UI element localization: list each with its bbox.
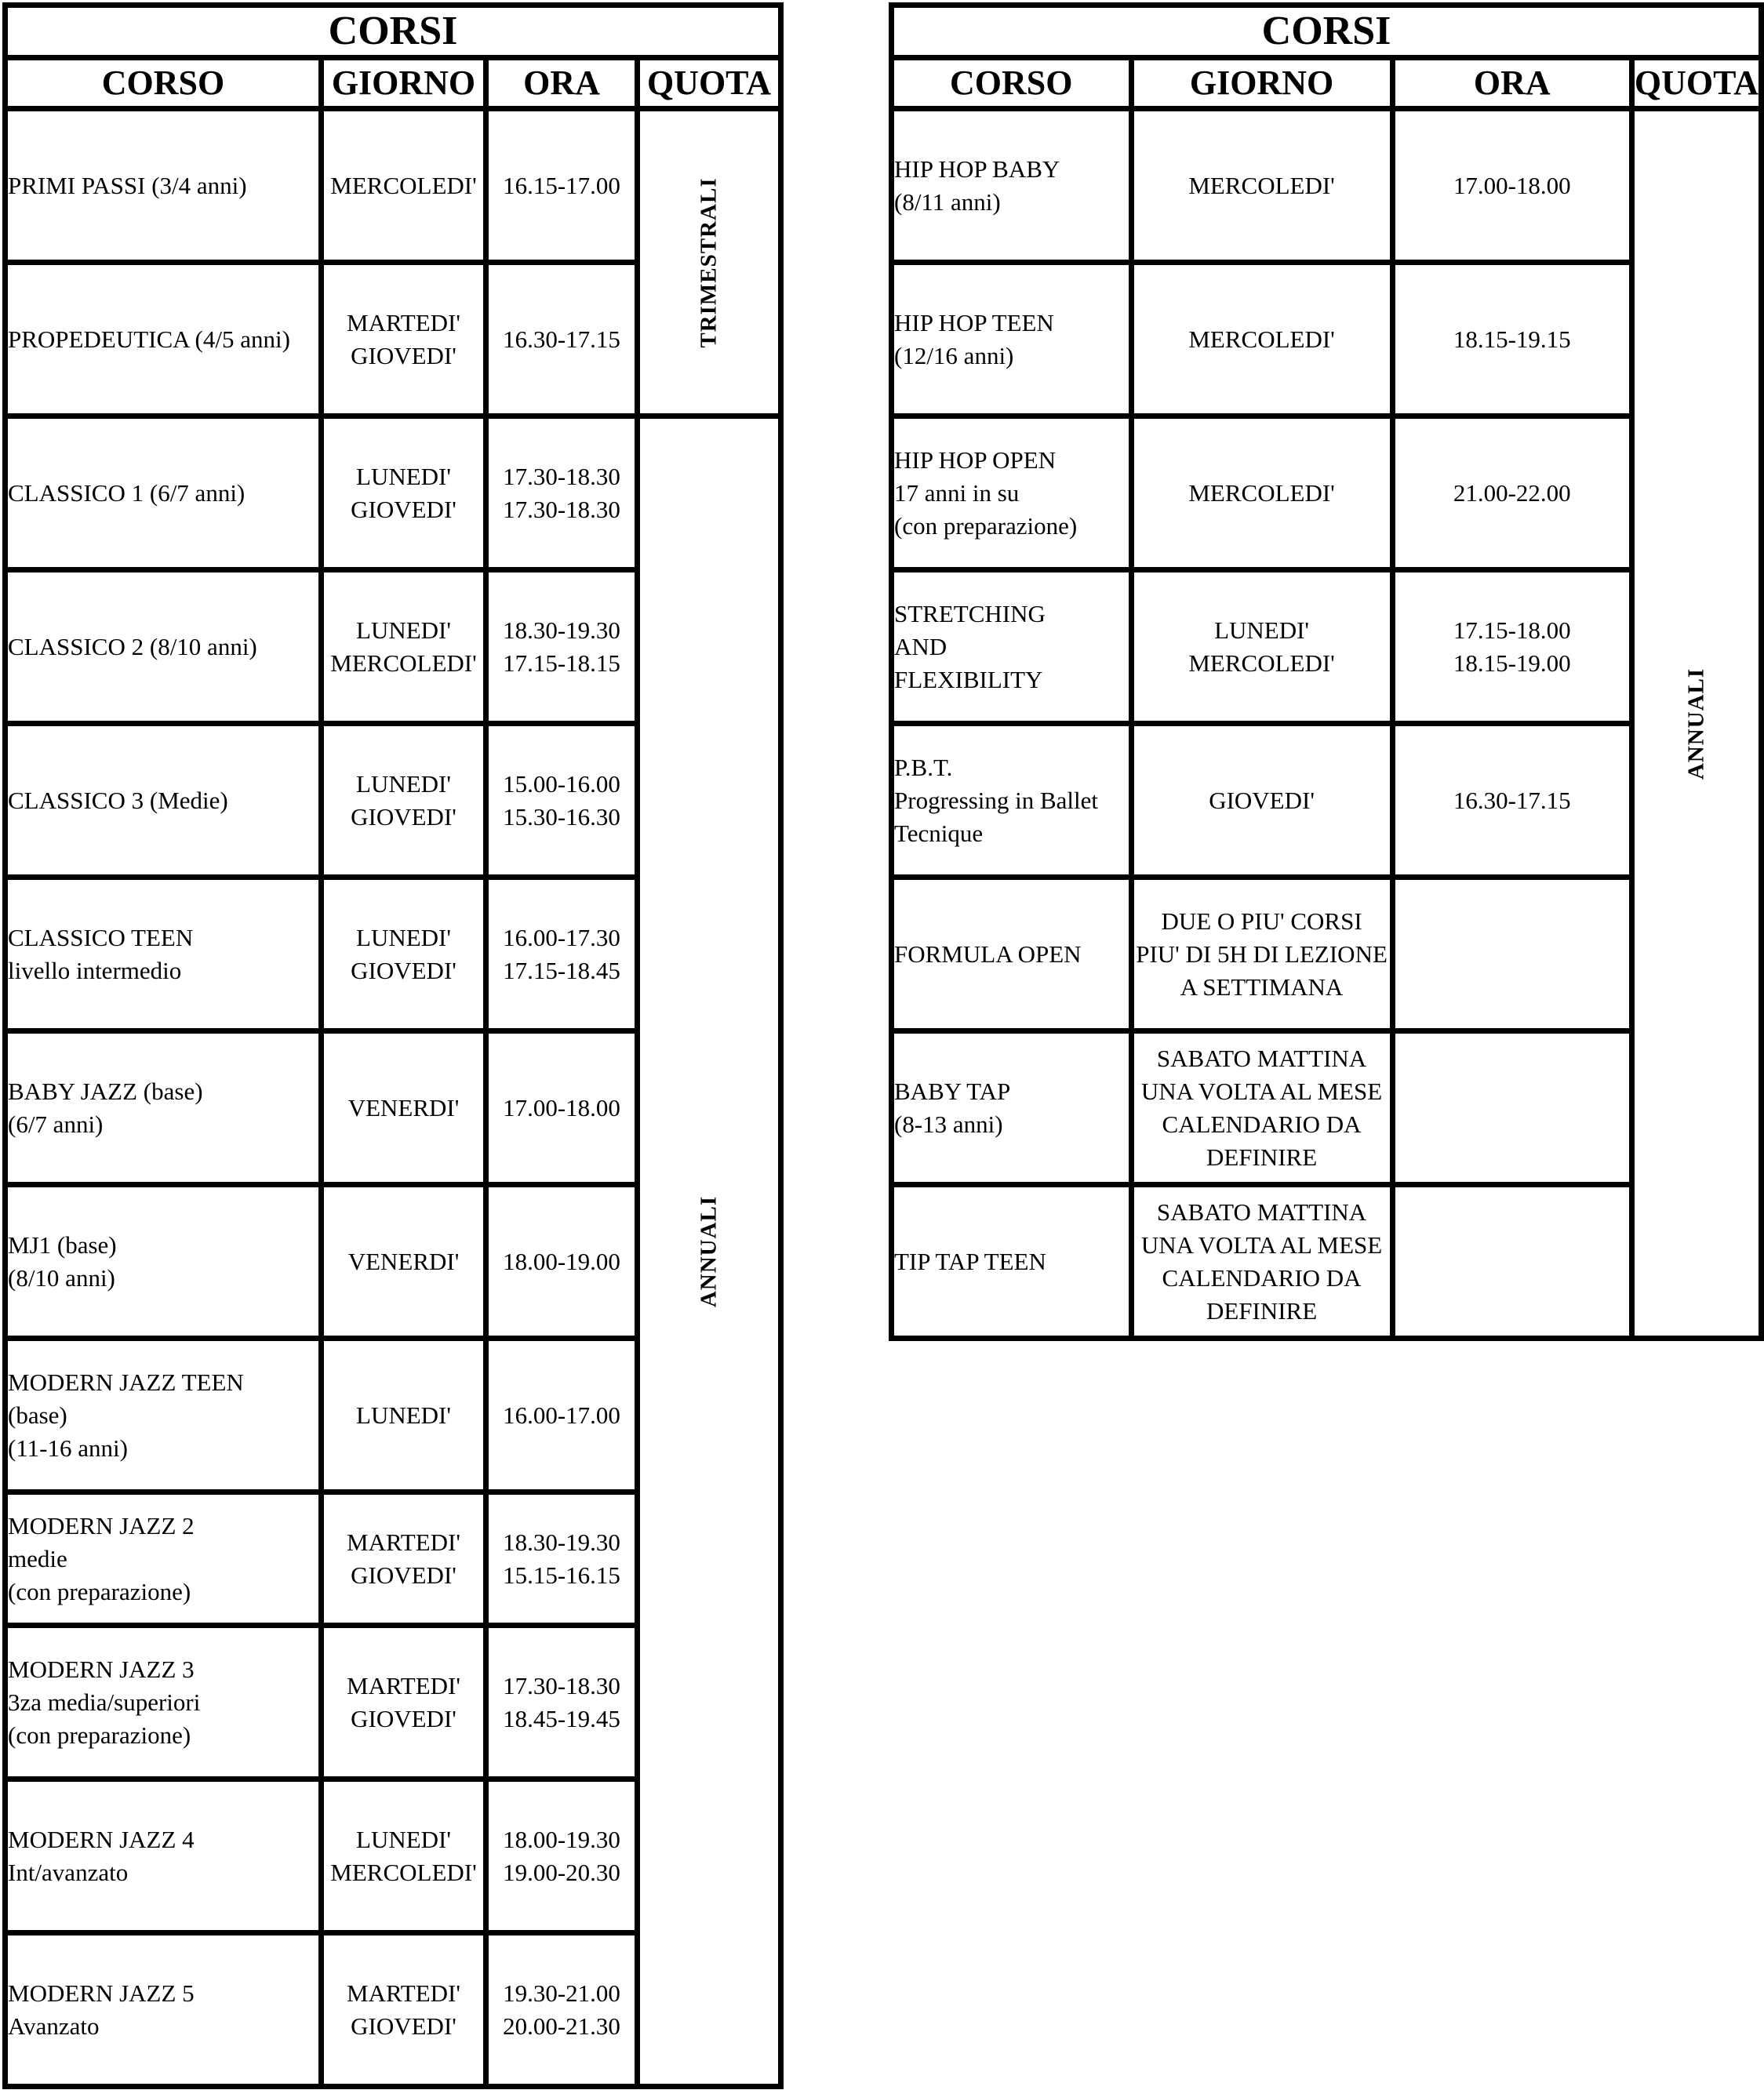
course-day: MARTEDI' GIOVEDI': [322, 1626, 486, 1779]
left-header-ora: ORA: [486, 58, 638, 109]
course-time: 18.15-19.15: [1392, 263, 1631, 416]
course-time: 16.30-17.15: [1392, 724, 1631, 878]
table-row: [892, 724, 1762, 878]
course-time: 18.00-19.00: [486, 1185, 638, 1339]
course-name: CLASSICO TEEN livello intermedio: [5, 878, 322, 1031]
course-name: MJ1 (base) (8/10 anni): [5, 1185, 322, 1339]
course-time: 17.00-18.00: [1392, 109, 1631, 263]
course-day: MARTEDI' GIOVEDI': [322, 1492, 486, 1626]
course-time: 19.30-21.00 20.00-21.30: [486, 1933, 638, 2087]
course-time: [1392, 1185, 1631, 1339]
right-header-giorno: GIORNO: [1131, 58, 1392, 109]
course-name: HIP HOP BABY (8/11 anni): [892, 109, 1132, 263]
course-name: MODERN JAZZ TEEN (base) (11-16 anni): [5, 1339, 322, 1492]
course-time: 18.30-19.30 15.15-16.15: [486, 1492, 638, 1626]
course-day: MARTEDI' GIOVEDI': [322, 263, 486, 416]
course-name: BABY TAP (8-13 anni): [892, 1031, 1132, 1185]
table-row: [892, 1185, 1762, 1339]
quota-trimestrali-label: TRIMESTRALI: [696, 176, 722, 348]
course-day: LUNEDI' MERCOLEDI': [1131, 570, 1392, 724]
course-time: 15.00-16.00 15.30-16.30: [486, 724, 638, 878]
course-name: BABY JAZZ (base) (6/7 anni): [5, 1031, 322, 1185]
left-schedule-table: [2, 2, 784, 2089]
quota-annuali-cell: [638, 416, 781, 2087]
course-day: LUNEDI' GIOVEDI': [322, 416, 486, 570]
right-schedule-table: [889, 2, 1764, 1341]
course-time: [1392, 1031, 1631, 1185]
course-name: HIP HOP OPEN 17 anni in su (con preparazione): [892, 416, 1132, 570]
course-name: HIP HOP TEEN (12/16 anni): [892, 263, 1132, 416]
table-row: [892, 109, 1762, 263]
course-day: LUNEDI' GIOVEDI': [322, 878, 486, 1031]
course-day: SABATO MATTINA UNA VOLTA AL MESE CALENDARIO DA DEFINIRE: [1131, 1185, 1392, 1339]
course-name: MODERN JAZZ 4 Int/avanzato: [5, 1779, 322, 1933]
table-row: [892, 263, 1762, 416]
course-name: CLASSICO 3 (Medie): [5, 724, 322, 878]
course-day: MERCOLEDI': [1131, 416, 1392, 570]
left-header-corso: CORSO: [5, 58, 322, 109]
right-header-corso: CORSO: [892, 58, 1132, 109]
course-day: LUNEDI' MERCOLEDI': [322, 1779, 486, 1933]
course-day: VENERDI': [322, 1185, 486, 1339]
table-row: [892, 878, 1762, 1031]
course-day: LUNEDI' GIOVEDI': [322, 724, 486, 878]
course-day: DUE O PIU' CORSI PIU' DI 5H DI LEZIONE A SETTIMANA: [1131, 878, 1392, 1031]
course-day: MERCOLEDI': [1131, 263, 1392, 416]
course-time: 21.00-22.00: [1392, 416, 1631, 570]
course-day: SABATO MATTINA UNA VOLTA AL MESE CALENDARIO DA DEFINIRE: [1131, 1031, 1392, 1185]
course-time: 17.00-18.00: [486, 1031, 638, 1185]
course-day: MERCOLEDI': [322, 109, 486, 263]
left-header-quota: QUOTA: [638, 58, 781, 109]
course-day: VENERDI': [322, 1031, 486, 1185]
course-name: TIP TAP TEEN: [892, 1185, 1132, 1339]
right-header-quota: QUOTA: [1631, 58, 1761, 109]
quota-annuali-label: ANNUALI: [1683, 667, 1709, 780]
right-header-ora: ORA: [1392, 58, 1631, 109]
course-time: 16.00-17.00: [486, 1339, 638, 1492]
course-time: 17.15-18.00 18.15-19.00: [1392, 570, 1631, 724]
course-name: MODERN JAZZ 3 3za media/superiori (con preparazione): [5, 1626, 322, 1779]
quota-annuali-label: ANNUALI: [696, 1195, 722, 1307]
course-name: STRETCHING AND FLEXIBILITY: [892, 570, 1132, 724]
course-name: MODERN JAZZ 2 medie (con preparazione): [5, 1492, 322, 1626]
course-day: LUNEDI' MERCOLEDI': [322, 570, 486, 724]
course-day: GIOVEDI': [1131, 724, 1392, 878]
course-name: P.B.T. Progressing in Ballet Tecnique: [892, 724, 1132, 878]
table-row: [892, 570, 1762, 724]
course-day: LUNEDI': [322, 1339, 486, 1492]
course-time: 17.30-18.30 18.45-19.45: [486, 1626, 638, 1779]
left-table-title: CORSI: [5, 5, 781, 58]
course-name: MODERN JAZZ 5 Avanzato: [5, 1933, 322, 2087]
course-name: CLASSICO 1 (6/7 anni): [5, 416, 322, 570]
course-day: MARTEDI' GIOVEDI': [322, 1933, 486, 2087]
course-time: 16.30-17.15: [486, 263, 638, 416]
course-time: 17.30-18.30 17.30-18.30: [486, 416, 638, 570]
course-name: CLASSICO 2 (8/10 anni): [5, 570, 322, 724]
quota-trimestrali-cell: [638, 109, 781, 416]
table-row: [5, 416, 781, 570]
course-time: 16.00-17.30 17.15-18.45: [486, 878, 638, 1031]
course-day: MERCOLEDI': [1131, 109, 1392, 263]
table-row: [892, 416, 1762, 570]
course-name: PRIMI PASSI (3/4 anni): [5, 109, 322, 263]
course-time: 18.00-19.30 19.00-20.30: [486, 1779, 638, 1933]
table-row: [5, 109, 781, 263]
course-time: 18.30-19.30 17.15-18.15: [486, 570, 638, 724]
left-header-giorno: GIORNO: [322, 58, 486, 109]
course-time: 16.15-17.00: [486, 109, 638, 263]
table-row: [892, 1031, 1762, 1185]
right-table-title: CORSI: [892, 5, 1762, 58]
course-name: FORMULA OPEN: [892, 878, 1132, 1031]
course-name: PROPEDEUTICA (4/5 anni): [5, 263, 322, 416]
course-time: [1392, 878, 1631, 1031]
quota-annuali-cell: [1631, 109, 1761, 1339]
